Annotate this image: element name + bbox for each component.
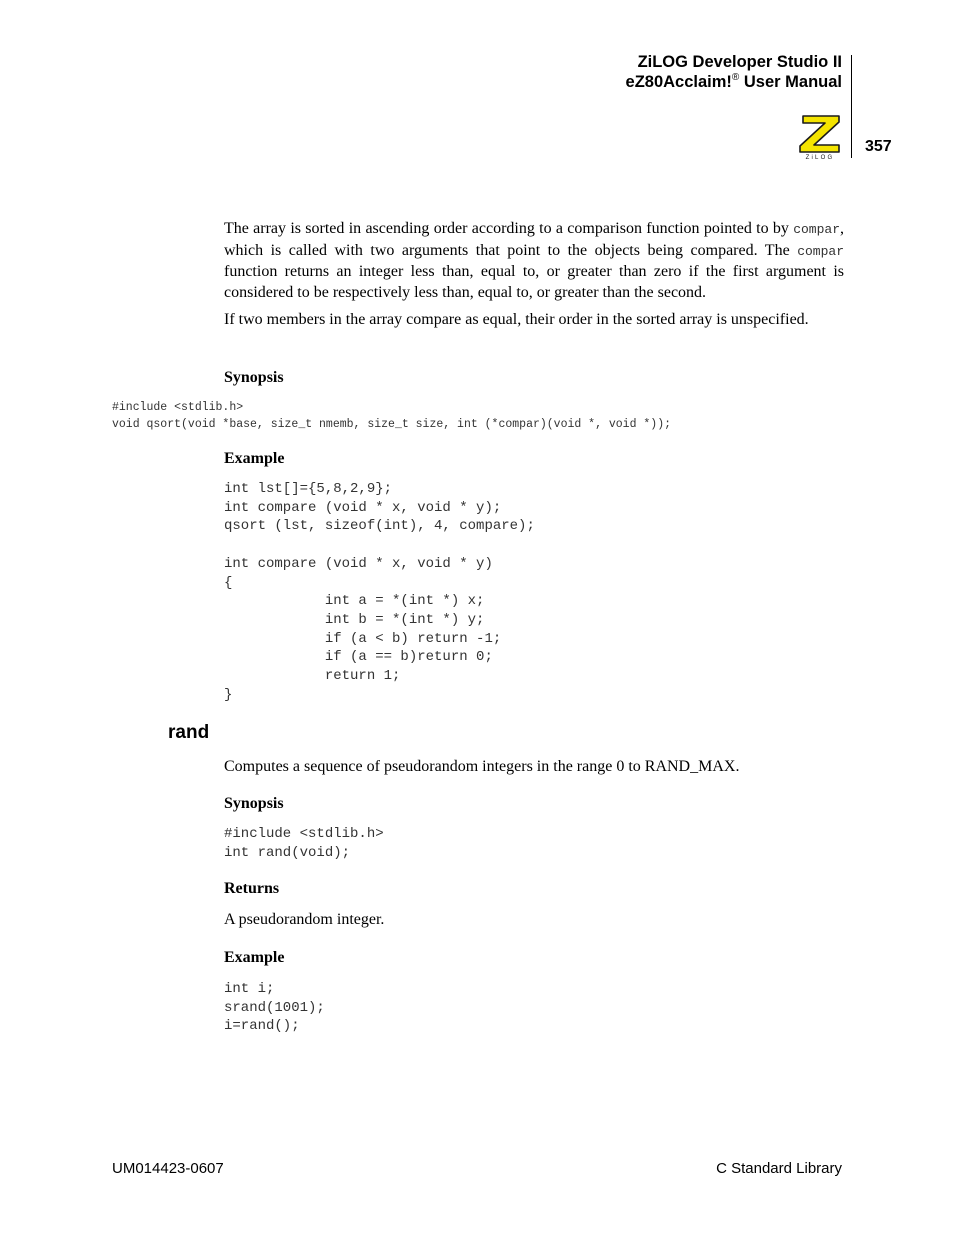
document-title <box>626 52 842 92</box>
rand-synopsis-code: #include <stdlib.h> int rand(void); <box>224 826 384 861</box>
compar-code: compar <box>797 243 844 259</box>
qsort-example-heading: Example <box>224 450 285 467</box>
qsort-order-note: If two members in the array compare as equal, their order in the sorted array is unspecified. <box>224 311 809 328</box>
qsort-description: The array is sorted in ascending order according to a comparison function pointed to by compar, which is called with two arguments that point to the objects being compared. The compar function returns an integer less than, equal to, or greater than zero if the first argument is considered to be respectively less than, equal to, or greater than the second. <box>224 220 844 301</box>
rand-returns-text: A pseudorandom integer. <box>224 911 385 928</box>
qsort-example-code: int lst[]={5,8,2,9}; int compare (void * x, void * y); qsort (lst, sizeof(int), 4, compare); int compare (void * x, void * y) { int a = *(int *) x; int b = *(int *) y; if (a < b) return -1; if (a == b)return 0; return 1; } <box>224 481 535 703</box>
rand-synopsis-heading: Synopsis <box>224 795 284 812</box>
qsort-synopsis-heading: Synopsis <box>224 369 284 386</box>
rand-example-heading: Example <box>224 949 285 966</box>
qsort-synopsis-code: #include <stdlib.h> void qsort(void *base, size_t nmemb, size_t size, int (*compar)(void *, void *)); <box>112 401 671 431</box>
footer-section-name: C Standard Library <box>716 1160 842 1177</box>
compar-code: compar <box>793 222 840 237</box>
rand-example-code: int i; srand(1001); i=rand(); <box>224 981 325 1035</box>
footer-document-id: UM014423-0607 <box>112 1160 224 1177</box>
zilog-logo-icon <box>797 112 843 160</box>
document-title-line2: eZ80Acclaim!® User Manual <box>625 72 842 91</box>
rand-returns-heading: Returns <box>224 880 280 897</box>
header-divider <box>851 55 852 158</box>
logo-wordmark: ZiLOG <box>805 155 835 160</box>
rand-section-heading: rand <box>168 722 210 743</box>
page-number: 357 <box>865 138 892 155</box>
rand-description: Computes a sequence of pseudorandom integers in the range 0 to RAND_MAX. <box>224 758 740 775</box>
document-title-line1: ZiLOG Developer Studio II <box>637 53 842 71</box>
registered-mark: ® <box>731 72 740 83</box>
